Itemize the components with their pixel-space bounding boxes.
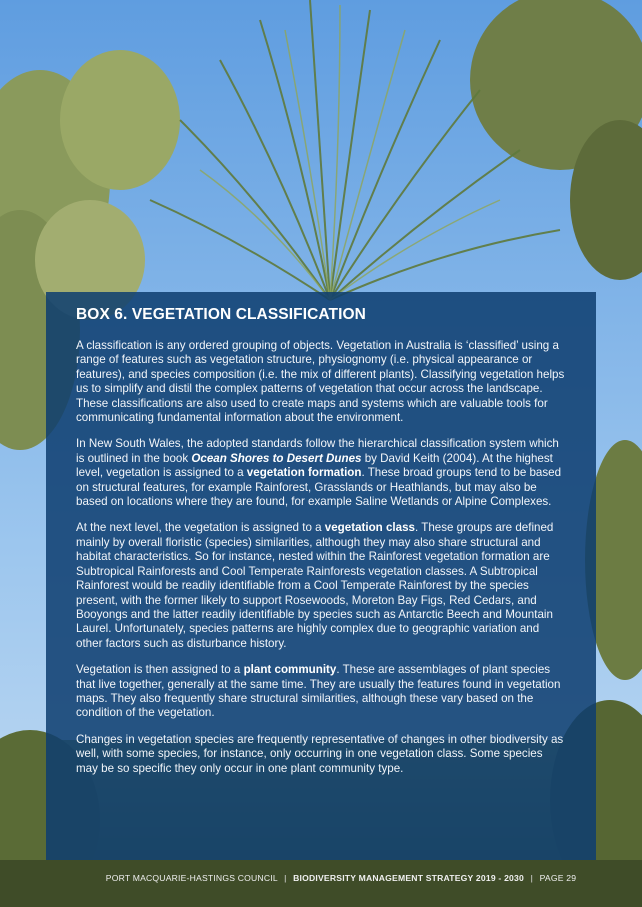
paragraph-text: Changes in vegetation species are frequently representative of changes in other biodiversity as well, with some species, for instance, only occurring in one vegetation class. Some species may be so specific they only occur in one plant community type.: [76, 732, 564, 775]
key-term: vegetation class: [324, 521, 415, 535]
footer-separator: |: [284, 873, 287, 883]
box-title: BOX 6. VEGETATION CLASSIFICATION: [76, 306, 366, 323]
box-body: [76, 339, 566, 776]
paragraph-text: by David Keith (2004). At the highest level, vegetation is assigned to a: [76, 451, 553, 480]
paragraph-text: . These broad groups tend to be based on structural features, for example Rainforest, Grasslands or Heathlands, but may also be based on locations where they are found, for example Saline Wetlands or Alpine Complexes.: [76, 466, 562, 509]
footer-strategy-title: BIODIVERSITY MANAGEMENT STRATEGY 2019 - 2030: [293, 873, 524, 883]
paragraph-text: At the next level, the vegetation is assigned to a: [76, 521, 325, 535]
paragraph-text: . These are assemblages of plant species that live together, generally at the same time. They are usually the features found in vegetation maps. They also frequently share structural similarities, although these vary based on the condition of the vegetation.: [76, 663, 561, 720]
footer-page-number: PAGE 29: [539, 873, 577, 883]
footer-council: PORT MACQUARIE-HASTINGS COUNCIL: [105, 873, 278, 883]
vegetation-classification-box: [46, 292, 596, 860]
paragraph-text: . These groups are defined mainly by overall floristic (species) similarities, although they may also share structural and habitat characteristics. So for instance, nested within the Rainforest vegetation formation are Subtropical Rainforests and Cool Temperate Rainforests vegetation classes. A Subtropical Rainforest would be readily identifiable from a Cool Temperate Rainforest by the species present, with the former likely to support Rosewoods, Moreton Bay Figs, Red Cedars, and Booyongs and the latter readily identifiable by species such as Antarctic Beech and Mountain Laurel. Unfortunately, species patterns are highly complex due to geographic variation and other factors such as disturbance history.: [76, 521, 554, 650]
key-term: plant community: [243, 663, 337, 677]
paragraph-p2: [76, 437, 566, 509]
page-footer: [0, 873, 642, 883]
paragraph-text: In New South Wales, the adopted standards follow the hierarchical classification system which is outlined in the book: [76, 437, 559, 465]
paragraph-p1: [76, 339, 566, 425]
paragraph-p5: [76, 733, 566, 776]
book-title: Ocean Shores to Desert Dunes: [191, 451, 362, 465]
paragraph-p3: [76, 521, 566, 651]
paragraph-text: A classification is any ordered grouping of objects. Vegetation in Australia is ‘classified’ using a range of features such as vegetation structure, physiognomy (i.e. physical appearance or features), and species composition (i.e. the mix of different plants). Classifying vegetation helps us to simplify and distil the complex patterns of vegetation that occur across the landscape. These classifications are also used to create maps and systems which are valuable tools for communicating fundamental information about the environment.: [76, 339, 565, 425]
paragraph-text: Vegetation is then assigned to a: [76, 663, 244, 677]
key-term: vegetation formation: [246, 466, 362, 480]
footer-separator: |: [530, 873, 534, 883]
paragraph-p4: [76, 663, 566, 721]
